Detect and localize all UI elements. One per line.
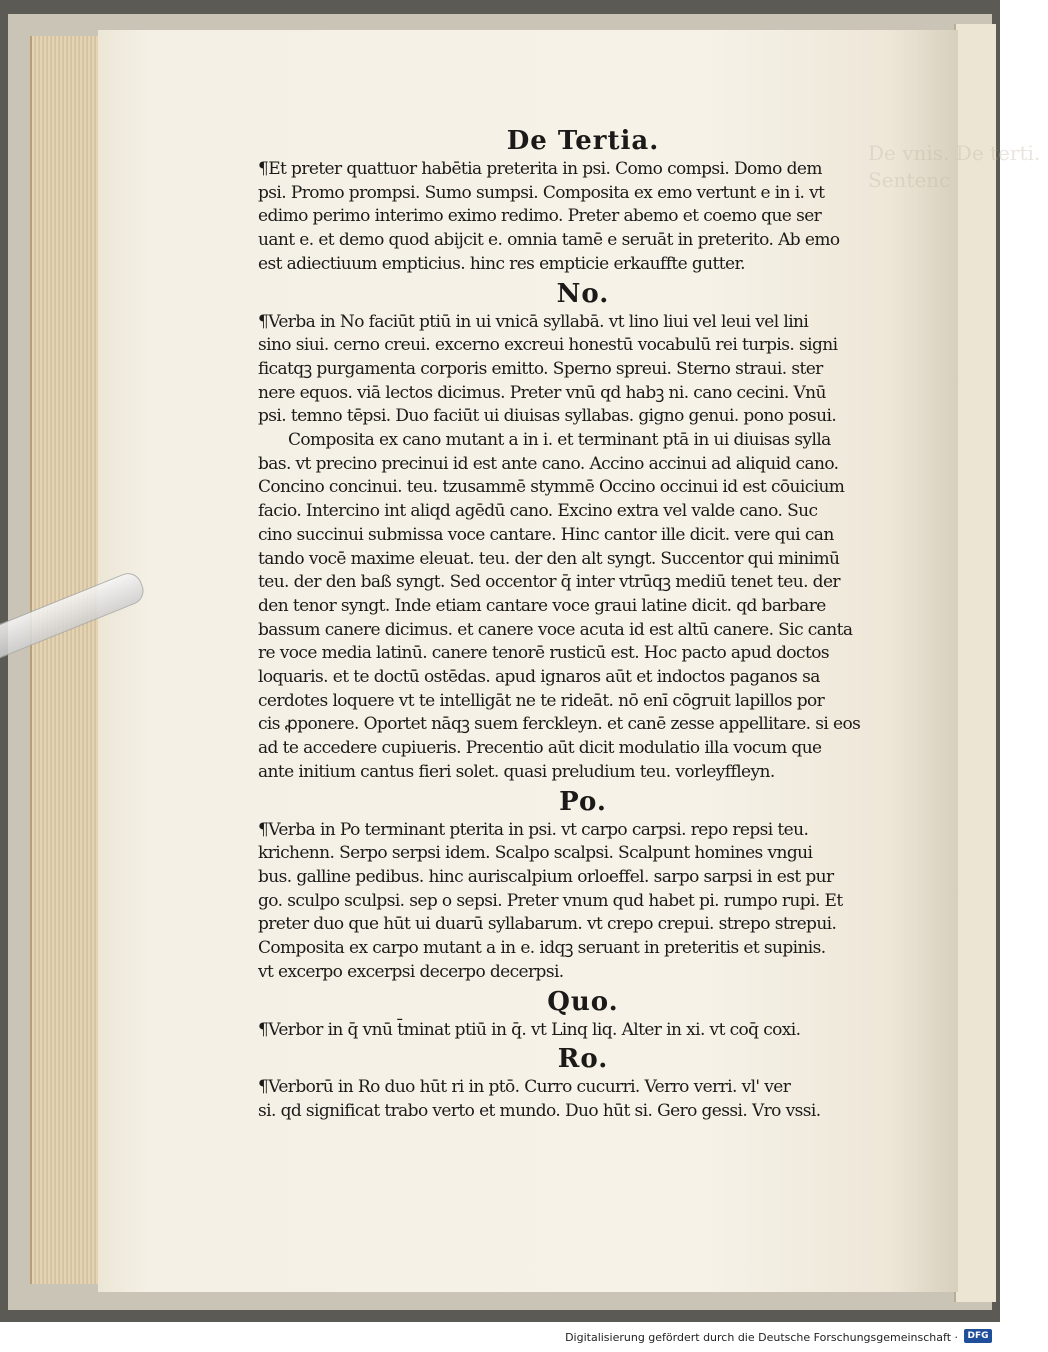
text-line: Composita ex cano mutant a in i. et terminant ptā in ui diuisas sylla <box>288 430 831 451</box>
page-fore-edge <box>30 36 102 1284</box>
section-heading: Po. <box>559 786 607 817</box>
text-line: bas. vt precino precinui id est ante cano. Accino accinui ad aliquid cano. <box>258 453 839 474</box>
text-line: est adiectiuum empticius. hinc res empticie erkauffte gutter. <box>258 253 745 274</box>
text-line: vt excerpo excerpsi decerpo decerpsi. <box>258 961 564 982</box>
text-line: cino succinui submissa voce cantare. Hinc cantor ille dicit. vere qui can <box>258 524 834 545</box>
funding-credit: Digitalisierung gefördert durch die Deutsche Forschungsgemeinschaft · <box>565 1331 958 1344</box>
show-through-line: Sentenc <box>868 168 951 192</box>
text-line: sino siui. cerno creui. excerno excreui honestū vocabulū rei turpis. signi <box>258 335 838 356</box>
text-line: ad te accedere cupiueris. Precentio aūt dicit modulatio illa vocum que <box>258 738 822 759</box>
text-line: ¶Et preter quattuor habētia preterita in psi. Como compsi. Domo dem <box>258 159 822 179</box>
text-line: den tenor syngt. Inde etiam cantare voce graui latine dicit. qd barbare <box>258 595 826 616</box>
text-line: tando vocē maxime eleuat. teu. der den alt syngt. Succentor qui minimū <box>258 548 840 569</box>
section-heading: No. <box>556 278 610 309</box>
text-line: ¶Verba in No faciūt ptiū in ui vnicā syllabā. vt lino liui vel leui vel lini <box>258 311 809 332</box>
section-heading: De Tertia. <box>506 126 660 156</box>
text-line: ¶Verborū in Ro duo hūt ri in ptō. Curro cucurri. Verro verri. vl' ver <box>258 1077 791 1098</box>
text-line: preter duo que hūt ui duarū syllabarum. vt crepo crepui. strepo strepui. <box>258 914 837 935</box>
text-line: re voce media latinū. canere tenorē rusticū est. Hoc pacto apud doctos <box>258 643 829 664</box>
text-line: ¶Verba in Po terminant pterita in psi. vt carpo carpsi. repo repsi teu. <box>258 819 809 840</box>
text-line: Composita ex carpo mutant a in e. idqꝫ seruant in preteritis et supinis. <box>258 938 826 959</box>
footer-bar <box>0 1322 1000 1352</box>
section-heading: Quo. <box>547 986 619 1017</box>
text-line: nere equos. viā lectos dicimus. Preter vnū qd habꝫ ni. cano cecini. Vnū <box>258 382 826 403</box>
text-line: facio. Intercino int aliqd agēdū cano. Excino extra vel valde cano. Suc <box>258 501 818 522</box>
text-line: ¶Verbor in q̄ vnū t̄minat ptiū in q̄. vt Linq liq. Alter in xi. vt coq̄ coxi. <box>258 1019 801 1040</box>
text-line: cerdotes loquere vt te intelligāt ne te rideāt. nō enī cōgruit lapillos por <box>258 690 825 711</box>
text-line: edimo perimo interimo eximo redimo. Preter abemo et coemo que ser <box>258 206 822 227</box>
text-line: bus. galline pedibus. hinc auriscalpium orloeffel. sarpo sarpsi in est pur <box>258 866 834 887</box>
page-text-block <box>258 124 908 1124</box>
show-through-line: De vnis. De terti. <box>868 141 1041 165</box>
text-line: psi. temno tēpsi. Duo faciūt ui diuisas syllabas. gigno genui. pono posui. <box>258 406 837 427</box>
text-line: ante initium cantus fieri solet. quasi preludium teu. vorleyffleyn. <box>258 761 775 782</box>
text-line: ficatqꝫ purgamenta corporis emitto. Sperno spreui. Sterno straui. ster <box>258 358 823 379</box>
section-heading: Ro. <box>557 1044 609 1075</box>
text-line: krichenn. Serpo serpsi idem. Scalpo scalpsi. Scalpunt homines vngui <box>258 843 813 864</box>
text-line: Concino concinui. teu. tzusammē stymmē Occino occinui id est cōuicium <box>258 477 845 498</box>
text-line: si. qd significat trabo verto et mundo. Duo hūt si. Gero gessi. Vro vssi. <box>258 1100 821 1121</box>
text-line: cis ꝓponere. Oportet nāqꝫ suem ferckleyn. et canē zesse appellitare. si eos <box>258 714 861 735</box>
text-line: uant e. et demo quod abijcit e. omnia tamē e seruāt in preterito. Ab emo <box>258 230 840 251</box>
text-line: loquaris. et te doctū ostēdas. apud ignaros aūt et indoctos paganos sa <box>258 667 820 688</box>
text-line: psi. Promo prompsi. Sumo sumpsi. Composita ex emo vertunt e in i. vt <box>258 182 825 203</box>
text-line: bassum canere dicimus. et canere voce acuta id est altū canere. Sic canta <box>258 619 853 640</box>
dfg-logo: DFG <box>964 1329 992 1343</box>
text-line: go. sculpo sculpsi. sep o sepsi. Preter vnum qud habet pi. rumpo rupi. Et <box>258 890 843 911</box>
text-line: teu. der den baß syngt. Sed occentor q̄ inter vtrūqꝫ mediū tenet teu. der <box>258 572 840 593</box>
